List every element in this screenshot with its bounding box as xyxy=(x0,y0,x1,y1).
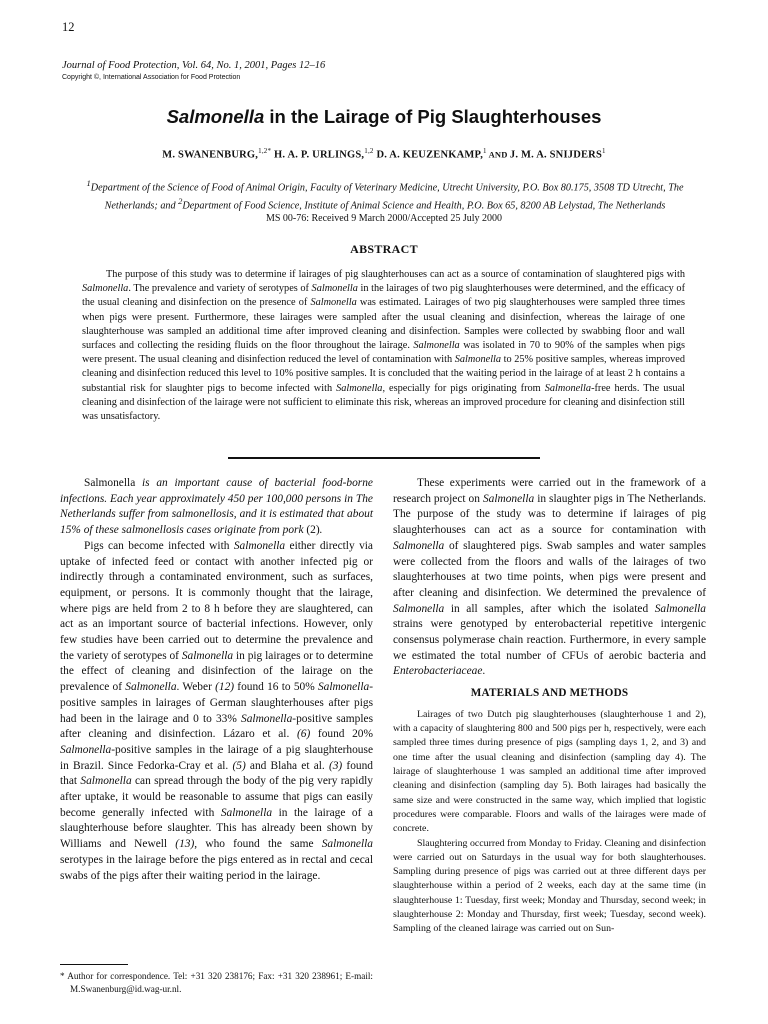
text-run: These experiments were carried out in the framework of a research project on xyxy=(393,477,706,505)
affiliation-1: Department of the Science of Food of Animal Origin, Faculty of Veterinary Medicine, Utrecht University, P.O. Box 80.175, 3508 TD Utrecht, The Netherlands; and xyxy=(90,182,684,212)
text-run: -positive samples in lairages of German slaughterhouses after pigs had been in the lairage and 0 to 33% xyxy=(60,681,373,725)
italic-run: Salmonella xyxy=(181,649,234,662)
text-run: especially for pigs originating from xyxy=(385,382,545,394)
intro-paragraph-2 xyxy=(60,539,373,884)
text-run: (2) xyxy=(306,524,320,537)
affiliations xyxy=(70,177,700,213)
page-number: 12 xyxy=(62,20,75,34)
methods-heading: MATERIALS AND METHODS xyxy=(470,687,629,700)
italic-run: . xyxy=(319,524,323,537)
manuscript-dates: MS 00-76: Received 9 March 2000/Accepted 25 July 2000 xyxy=(265,213,503,224)
italic-run: is an important cause of bacterial food-borne infections. Each year approximately 450 per 100,000 persons in The Netherlands suffer from salmonellosis, and it is estimated that about 15% of these salmonellosis cases originate from pork xyxy=(60,477,373,537)
italic-run: Salmonella xyxy=(60,743,112,756)
author-2: H. A. P. URLINGS, xyxy=(271,149,365,161)
journal-citation: Journal of Food Protection, Vol. 64, No. 1, 2001, Pages 12–16 xyxy=(62,60,326,71)
text-run: to 25% positive samples, whereas improved cleaning and disinfection reduced this level to 10% positive samples. It is concluded that the waiting period in the lairage of at least 2 h contains a substantial risk for slaughter pigs to become infected with xyxy=(82,354,685,394)
text-run: found 20% xyxy=(310,728,373,741)
author-3-sup: 1 xyxy=(483,147,487,155)
text-run: of slaughtered pigs. Swab samples and water samples were collected from the floors and walls of the lairages of two slaughterhouses at two time points, when pigs were present and after cleaning and disinfection. We determined the prevalence of xyxy=(393,539,706,599)
title-italic: Salmonella xyxy=(166,106,265,127)
italic-run: Salmonella xyxy=(321,838,373,851)
italic-run: Salmonella xyxy=(82,283,129,295)
text-run: . Weber xyxy=(176,681,216,694)
intro-paragraph-3 xyxy=(393,476,706,680)
italic-run: Salmonella xyxy=(317,681,370,694)
intro-paragraph-1 xyxy=(60,476,373,539)
affiliation-sup-1: 1 xyxy=(86,178,91,188)
text-run: either directly via uptake of infected feed or contact with another infected pig or indirectly through a contaminated environment, such as surfaces, equipment, or persons. It is commonly thought that the lairage, where pigs are held from 2 to 8 h before they are slaughtered, can act as an important source of bacterial infections. However, only few studies have been carried out to determine the prevalence and the variety of serotypes of xyxy=(60,539,373,662)
italic-run: Salmonella xyxy=(413,340,460,352)
italic-run: Salmonella xyxy=(80,775,132,788)
text-run: in the lairages of two pig slaughterhouses were determined, and the efficacy of the usual cleaning and disinfection on the presence of xyxy=(82,283,685,309)
article-title xyxy=(0,106,768,128)
italic-run: Enterobacteriaceae xyxy=(393,665,483,678)
footnote-divider xyxy=(60,964,128,965)
author-3: D. A. KEUZENKAMP, xyxy=(373,149,484,161)
italic-run: Salmonella xyxy=(233,539,286,552)
italic-run: (5) xyxy=(232,759,246,772)
text-run: -free herds. The usual cleaning and disinfection of the lairage were not sufficient to eliminate this risk, whereas an improved procedure for cleaning and disinfection still was unsatisfactory. xyxy=(82,382,685,423)
text-run: found that xyxy=(60,759,373,788)
text-run: in pig lairages or to determine the effect of cleaning and disinfection of the lairage on the prevalence of xyxy=(60,649,373,694)
abstract-body xyxy=(82,268,685,424)
text-run: strains were genotyped by enterobacterial repetitive intergenic consensus polymerase chain reaction. Furthermore, in every sample we estimated the total number of CFUs of aerobic bacteria and xyxy=(393,618,706,662)
text-run: . xyxy=(482,665,486,678)
methods-paragraph-2: Slaughtering occurred from Monday to Friday. Cleaning and disinfection were carried out on Saturdays in the usual way for both slaughterhouses. Sampling during presence of pigs was carried out at three different days per slaughterhouse within a period of 2 weeks, each day at the same time (in slaughterhouse 1: Tuesday, first week; Monday and Thursday, second week; in slaughterhouse 2: Monday and Thursday, first week; Tuesday, second week). Sampling of the cleaned lairage was carried out on Sun- xyxy=(393,837,706,935)
italic-run: (3) xyxy=(328,759,343,772)
text-run: , who found the same xyxy=(194,838,322,851)
italic-run: (13) xyxy=(175,838,195,851)
right-column xyxy=(393,476,706,937)
text-run: serotypes in the lairage before the pigs entered as in rectal and cecal swabs of the pigs after their waiting period in the lairage. xyxy=(60,853,373,882)
author-list xyxy=(0,147,768,161)
italic-run: (12) xyxy=(215,681,235,694)
section-divider xyxy=(228,457,540,459)
italic-run: Salmonella xyxy=(454,354,502,366)
italic-run: Salmonella xyxy=(311,283,358,295)
affiliation-sup-2: 2 xyxy=(178,195,183,206)
italic-run: (6) xyxy=(296,728,311,741)
italic-run: Salmonella xyxy=(220,806,273,819)
text-run: Salmonella xyxy=(84,477,136,489)
title-rest: in the Lairage of Pig Slaughterhouses xyxy=(264,106,602,127)
italic-run: Salmonella xyxy=(654,602,706,615)
author-1-sup: 1,2* xyxy=(258,147,272,155)
italic-run: Salmonella, xyxy=(336,382,386,394)
italic-run: Salmonella xyxy=(393,539,445,552)
text-run: . The prevalence and variety of serotypes of xyxy=(128,283,312,295)
text-run: -positive samples in the lairage of a pig slaughterhouse in Brazil. Since Fedorka-Cray et al. xyxy=(60,743,373,772)
author-and: AND xyxy=(486,149,510,160)
text-run: -positive samples after cleaning and disinfection. Lázaro et al. xyxy=(60,712,373,741)
text-run: can spread through the body of the pig very rapidly after uptake, it would be reasonable to assume that pigs can easily become generally infected with xyxy=(60,775,373,819)
text-run: was estimated. Lairages of two pig slaughterhouses were sampled three times when pigs were present. Furthermore, these lairages were sampled after the usual cleaning and disinfection, whereas the lairage of one slaughterhouse was sampled an additional time after improved cleaning and disinfection. Samples were collected by swabbing floor and wall surfaces and collecting the residing fluids on the floor throughout the lairage. xyxy=(82,297,686,352)
abstract-heading: ABSTRACT xyxy=(350,242,418,256)
copyright-line: Copyright ©, International Association for Food Protection xyxy=(62,74,241,81)
author-4: J. M. A. SNIJDERS xyxy=(509,149,603,161)
text-run: and Blaha et al. xyxy=(245,759,329,772)
methods-section xyxy=(393,708,706,937)
text-run: was isolated in 70 to 90% of the samples when pigs were present. The usual cleaning and disinfection reduced the level of contamination with xyxy=(82,340,685,366)
affiliation-2: Department of Food Science, Institute of Animal Science and Health, P.O. Box 65, 8200 AB Lelystad, The Netherlands xyxy=(182,200,666,212)
italic-run: Salmonella xyxy=(310,297,357,309)
author-4-sup: 1 xyxy=(602,147,606,155)
italic-run: Salmonella xyxy=(125,681,177,694)
text-run: in slaughter pigs in The Netherlands. The purpose of the study was to determine if lairages of pig slaughterhouses can act as a source for contamination with xyxy=(393,492,706,537)
italic-run: Salmonella xyxy=(393,602,445,615)
text-run: Pigs can become infected with xyxy=(84,539,234,552)
text-run: The purpose of this study was to determine if lairages of pig slaughterhouses can act as a source of contamination of slaughtered pigs with xyxy=(106,269,685,280)
text-run: found 16 to 50% xyxy=(234,681,318,694)
methods-paragraph-1: Lairages of two Dutch pig slaughterhouses (slaughterhouse 1 and 2), with a capacity of slaughtering 800 and 500 pigs per h, respectively, were each sampled three times during presence of pigs (sampling days 1, 2, and 3) and one time after the usual cleaning and disinfection (sampling day 4). The lairage of slaughterhouse 1 was sampled an additional time after improved cleaning and disinfection (sampling day 5). Both lairages had basically the same size and were constructed in the same way, which implied that logistic procedures were comparable. Floors and walls of the lairages were made of concrete. xyxy=(393,708,706,835)
italic-run: Salmonella xyxy=(544,382,592,394)
author-1: M. SWANENBURG, xyxy=(162,149,259,161)
italic-run: Salmonella xyxy=(241,712,293,725)
left-column xyxy=(60,476,373,884)
author-footnote: * Author for correspondence. Tel: +31 320 238176; Fax: +31 320 238961; E-mail: M.Swanenburg@id.wag-ur.nl. xyxy=(60,971,373,994)
italic-run: Salmonella xyxy=(482,492,535,505)
text-run: in all samples, after which the isolated xyxy=(444,602,655,615)
text-run: in the lairage of a slaughterhouse before slaughter. This has already been shown by Williams and Newell xyxy=(60,806,373,851)
author-2-sup: 1,2 xyxy=(364,147,374,155)
